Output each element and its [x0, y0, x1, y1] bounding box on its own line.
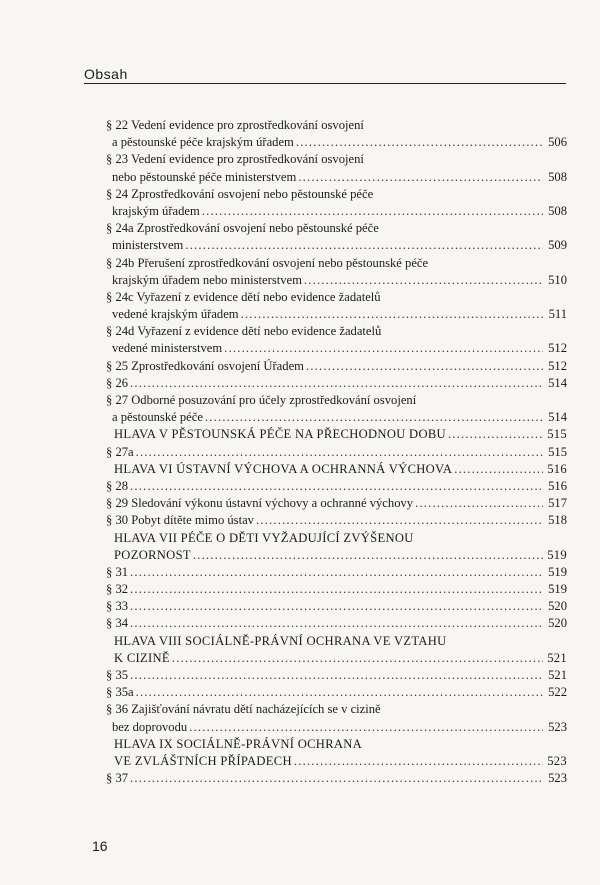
toc-entry-text: § 31	[106, 564, 129, 579]
toc-entry-text: HLAVA V PĚSTOUNSKÁ PÉČE NA PŘECHODNOU DOBU	[114, 427, 446, 442]
toc-entry-line	[104, 598, 567, 615]
toc-entry-text: § 36 Zajišťování návratu dětí nacházejících se v cizině	[106, 702, 381, 717]
toc-page-number: 519	[548, 564, 567, 579]
dot-leader	[205, 409, 543, 426]
toc-page-number: 522	[548, 685, 567, 700]
toc-entry-line	[104, 134, 567, 151]
toc-entry-text: § 28	[106, 478, 129, 493]
dot-leader	[130, 375, 543, 392]
toc-entry-line	[104, 667, 567, 684]
toc-entry-line	[104, 392, 567, 409]
toc-page-number: 521	[548, 668, 567, 682]
toc-entry-text: HLAVA IX SOCIÁLNĚ-PRÁVNÍ OCHRANA	[114, 736, 363, 751]
toc-entry-text: § 35a	[106, 685, 134, 700]
toc-entry-text: § 27a	[106, 444, 134, 459]
dot-leader	[256, 512, 543, 529]
toc-entry-line	[104, 255, 567, 272]
toc-page-number: 515	[547, 427, 567, 442]
dot-leader	[294, 753, 543, 770]
toc-entry-text: § 32	[106, 582, 129, 597]
toc-page-number: 514	[548, 375, 567, 390]
toc-entry-line	[104, 650, 567, 667]
toc-entry-text: K CIZINĚ	[114, 650, 170, 665]
toc-page-number: 523	[547, 753, 567, 768]
dot-leader	[130, 581, 543, 598]
toc-entry-text: § 24d Vyřazení z evidence dětí nebo evidence žadatelů	[106, 324, 382, 339]
toc-entry-line	[104, 375, 567, 392]
page-number: 16	[92, 838, 108, 854]
toc-entry-line	[104, 478, 567, 495]
toc-entry-line	[104, 736, 567, 753]
dot-leader	[130, 598, 543, 615]
toc-page-number: 520	[548, 616, 567, 631]
table-of-contents	[104, 117, 567, 787]
toc-entry-line	[104, 151, 567, 168]
toc-page-number: 516	[547, 461, 567, 476]
dot-leader	[448, 426, 543, 443]
dot-leader	[185, 237, 543, 254]
toc-page-number: 508	[548, 203, 567, 218]
dot-leader	[241, 306, 543, 323]
toc-entry-line	[104, 203, 567, 220]
toc-page-number: 521	[547, 650, 567, 665]
dot-leader	[172, 650, 543, 667]
toc-entry-text: § 24 Zprostředkování osvojení nebo pěstounské péče	[106, 186, 374, 201]
toc-entry-line	[104, 719, 567, 736]
dot-leader	[130, 564, 543, 581]
toc-entry-text: HLAVA VIII SOCIÁLNĚ-PRÁVNÍ OCHRANA VE VZTAHU	[114, 633, 447, 648]
toc-entry-text: § 30 Pobyt dítěte mimo ústav	[106, 513, 254, 528]
toc-entry-line	[104, 444, 567, 461]
toc-entry-line	[104, 340, 567, 357]
toc-entry-line	[104, 701, 567, 718]
toc-page-number: 523	[548, 719, 567, 734]
running-header-title: Obsah	[84, 66, 128, 82]
toc-entry-line	[104, 186, 567, 203]
toc-page-number: 509	[548, 238, 567, 253]
dot-leader	[130, 667, 543, 684]
toc-entry-text: § 27 Odborné posuzování pro účely zprostředkování osvojení	[106, 393, 417, 407]
toc-page-number: 506	[548, 135, 567, 150]
toc-page-number: 520	[548, 599, 567, 614]
toc-entry-line	[104, 615, 567, 632]
toc-entry-line	[104, 358, 567, 375]
toc-entry-line	[104, 770, 567, 787]
dot-leader	[130, 615, 543, 632]
toc-entry-line	[104, 461, 567, 478]
toc-entry-text: HLAVA VII PÉČE O DĚTI VYŽADUJÍCÍ ZVÝŠENOU	[114, 530, 414, 545]
toc-entry-text: § 25 Zprostředkování osvojení Úřadem	[106, 358, 304, 373]
toc-entry-text: POZORNOST	[114, 547, 191, 562]
toc-page-number: 508	[548, 169, 567, 184]
toc-entry-text: § 22 Vedení evidence pro zprostředkování osvojení	[106, 118, 364, 132]
dot-leader	[189, 719, 543, 736]
toc-page-number: 515	[548, 444, 567, 459]
toc-entry-line	[104, 495, 567, 512]
toc-page-number: 519	[548, 582, 567, 597]
toc-entry-line	[104, 530, 567, 547]
toc-entry-text: § 33	[106, 599, 129, 614]
toc-entry-line	[104, 306, 567, 323]
dot-leader	[224, 340, 543, 357]
toc-page-number: 514	[548, 410, 567, 425]
toc-entry-line	[104, 684, 567, 701]
toc-entry-text: krajským úřadem	[112, 203, 200, 218]
toc-entry-text: § 37	[106, 771, 129, 786]
toc-entry-text: ministerstvem	[112, 238, 184, 253]
toc-page-number: 511	[548, 307, 567, 322]
dot-leader	[415, 495, 543, 512]
toc-entry-line	[104, 289, 567, 306]
toc-entry-text: § 26	[106, 375, 129, 390]
toc-entry-text: krajským úřadem nebo ministerstvem	[112, 272, 302, 287]
toc-entry-text: § 23 Vedení evidence pro zprostředkování osvojení	[106, 152, 364, 167]
dot-leader	[136, 444, 543, 461]
dot-leader	[454, 461, 543, 478]
toc-entry-text: § 24c Vyřazení z evidence dětí nebo evidence žadatelů	[106, 289, 381, 304]
dot-leader	[136, 684, 543, 701]
dot-leader	[298, 169, 543, 186]
toc-entry-line	[104, 220, 567, 237]
toc-entry-line	[104, 426, 567, 443]
toc-entry-text: HLAVA VI ÚSTAVNÍ VÝCHOVA A OCHRANNÁ VÝCHOVA	[114, 461, 453, 476]
dot-leader	[306, 358, 543, 375]
dot-leader	[130, 770, 543, 787]
toc-entry-line	[104, 633, 567, 650]
toc-entry-text: § 24b Přerušení zprostředkování osvojení nebo pěstounské péče	[106, 255, 429, 270]
toc-page-number: 512	[548, 341, 567, 356]
toc-entry-line	[104, 512, 567, 529]
toc-entry-text: § 35	[106, 668, 129, 682]
toc-page-number: 510	[548, 272, 567, 287]
toc-entry-line	[104, 272, 567, 289]
toc-page-number: 512	[548, 358, 567, 373]
toc-page-number: 518	[548, 513, 567, 528]
toc-entry-line	[104, 117, 567, 134]
dot-leader	[202, 203, 543, 220]
toc-entry-line	[104, 169, 567, 186]
toc-entry-text: a pěstounské péče krajským úřadem	[112, 135, 294, 150]
toc-entry-text: a pěstounské péče	[112, 410, 203, 425]
toc-entry-line	[104, 237, 567, 254]
toc-entry-line	[104, 753, 567, 770]
toc-entry-line	[104, 581, 567, 598]
toc-entry-text: VE ZVLÁŠTNÍCH PŘÍPADECH	[114, 753, 292, 768]
dot-leader	[296, 134, 543, 151]
dot-leader	[130, 478, 543, 495]
toc-entry-text: § 29 Sledování výkonu ústavní výchovy a ochranné výchovy	[106, 496, 414, 511]
toc-entry-text: § 34	[106, 616, 129, 631]
toc-page-number: 516	[548, 478, 567, 493]
toc-entry-text: nebo pěstounské péče ministerstvem	[112, 169, 297, 184]
toc-entry-line	[104, 409, 567, 426]
toc-entry-line	[104, 564, 567, 581]
toc-entry-text: § 24a Zprostředkování osvojení nebo pěstounské péče	[106, 221, 379, 236]
toc-entry-text: bez doprovodu	[112, 719, 188, 734]
toc-entry-line	[104, 323, 567, 340]
toc-entry-line	[104, 547, 567, 564]
toc-entry-text: vedené krajským úřadem	[112, 307, 239, 322]
toc-entry-text: vedené ministerstvem	[112, 341, 223, 356]
dot-leader	[304, 272, 543, 289]
toc-page-number: 523	[548, 771, 567, 786]
header-divider	[84, 83, 566, 84]
toc-page-number: 519	[547, 547, 567, 562]
toc-page-number: 517	[548, 496, 567, 511]
dot-leader	[193, 547, 543, 564]
